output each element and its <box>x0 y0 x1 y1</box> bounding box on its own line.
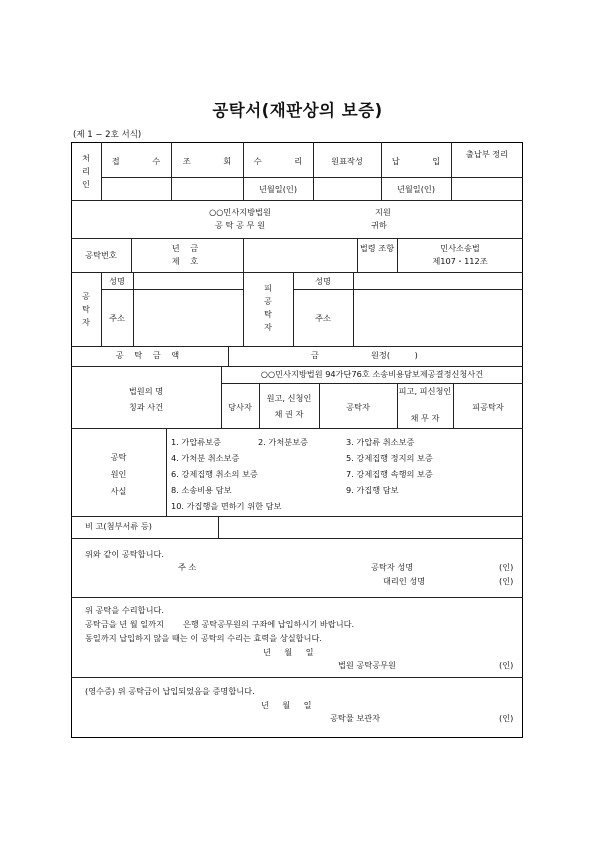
addressee: 귀하 <box>371 220 387 230</box>
header-payment: 납 입 <box>391 156 456 166</box>
depositor-side-label: 공 탁 자 <box>82 291 90 327</box>
header-receipt: 접 수 <box>111 156 176 166</box>
document-title: 공탁서(재판상의 보증) <box>212 101 383 120</box>
court-official-signature: 법원 공탁공무원 <box>338 660 396 670</box>
cause-item: 1. 가압류보증 <box>171 437 221 447</box>
header-ledger: 원표작성 <box>331 156 363 166</box>
divider <box>71 538 523 539</box>
court-official: 공 탁 공 무 원 <box>215 220 265 230</box>
divider <box>451 142 452 200</box>
case-name: ○○민사지방법원 94가단76호 소송비용담보제공결정신청사건 <box>260 369 484 379</box>
divider <box>71 200 523 201</box>
cause-item: 9. 가집행 담보 <box>346 485 399 495</box>
divider <box>218 516 219 538</box>
divider <box>228 346 229 366</box>
depositor-name-label: 성명 <box>109 276 125 286</box>
divider <box>71 346 523 347</box>
acceptance-line: 위 공탁을 수리합니다. <box>85 605 164 615</box>
cause-label: 원인 <box>110 469 127 479</box>
amount-label: 공 탁 금 액 <box>115 350 184 360</box>
seal-mark: (인) <box>499 562 514 572</box>
cause-label: 공탁 <box>110 452 127 462</box>
cause-item: 5. 강제집행 정지의 보증 <box>346 453 433 463</box>
declaration-text: 위와 같이 공탁합니다. <box>85 549 164 559</box>
agent-signature: 대리인 성명 <box>383 576 426 586</box>
divider <box>71 428 523 429</box>
header-inquiry: 조 회 <box>182 156 247 166</box>
case-number-label: 공탁번호 <box>85 250 117 260</box>
header-acceptance: 수 리 <box>253 156 318 166</box>
divider <box>353 272 354 346</box>
seal-mark: (인) <box>499 660 514 670</box>
divider <box>101 177 523 178</box>
amount-suffix: 원정( ) <box>371 350 418 360</box>
depositee-name-label: 성명 <box>315 276 331 286</box>
custodian-signature: 공탁물 보관자 <box>330 713 381 723</box>
divider <box>71 516 523 517</box>
court-case-label: 칭과 사건 <box>128 402 164 412</box>
depositee-role: 피공탁자 <box>472 402 504 412</box>
date-stamp: 년월일(인) <box>258 184 298 194</box>
divider <box>133 272 134 346</box>
cause-item: 8. 소송비용 담보 <box>171 485 232 495</box>
cause-item: 7. 강제집행 속행의 보증 <box>346 469 433 479</box>
law-value: 민사소송법 <box>440 243 480 253</box>
plaintiff-label: 원고, 신청인 <box>266 393 312 403</box>
divider <box>293 289 523 290</box>
divider <box>166 428 167 516</box>
depositor-signature: 공탁자 성명 <box>371 562 414 572</box>
address-label: 주 소 <box>178 562 197 572</box>
law-articles: 제107・112조 <box>432 256 488 266</box>
court-case-label: 법원의 명 <box>128 386 164 396</box>
seal-mark: (인) <box>499 576 514 586</box>
cause-item: 3. 가압류 취소보증 <box>346 437 415 447</box>
receipt-certification: (영수증) 위 공탁금이 납입되었음을 증명합니다. <box>85 686 255 696</box>
seal-mark: (인) <box>499 713 514 723</box>
plaintiff-label: 채 권 자 <box>274 409 304 419</box>
party-label: 당사자 <box>228 402 252 412</box>
divider <box>71 597 523 598</box>
processor-label: 처 리 인 <box>82 153 90 189</box>
depositee-side-label: 피 공 탁 자 <box>264 283 272 332</box>
receipt-date: 년 월 일 <box>261 700 312 710</box>
divider <box>71 272 523 273</box>
divider <box>243 272 244 346</box>
cause-label: 사실 <box>110 486 127 496</box>
divider <box>101 289 243 290</box>
depositor-role: 공탁자 <box>346 402 370 412</box>
cause-item: 10. 가집행을 면하기 위한 담보 <box>171 501 282 511</box>
defendant-label: 피고, 피신청인 <box>398 386 452 396</box>
cause-item: 4. 가처분 취소보증 <box>171 453 240 463</box>
acceptance-line: 공탁금을 년 월 일까지 은행 공탁공무원의 구좌에 납입하시기 바랍니다. <box>85 619 355 629</box>
court-name: ○○민사지방법원 <box>209 207 271 217</box>
divider <box>71 366 523 367</box>
divider <box>101 142 102 200</box>
divider <box>221 383 523 384</box>
acceptance-date: 년 월 일 <box>263 647 314 657</box>
date-stamp: 년월일(인) <box>396 184 436 194</box>
amount-prefix: 금 <box>311 350 319 360</box>
divider <box>259 383 260 428</box>
divider <box>71 677 523 678</box>
number-label: 제 호 <box>171 256 203 266</box>
law-label: 법령 조항 <box>359 243 395 253</box>
divider <box>171 142 172 200</box>
year-label: 년 금 <box>171 243 203 253</box>
divider <box>313 142 314 200</box>
cause-item: 2. 가처분보증 <box>258 437 308 447</box>
divider <box>243 238 244 272</box>
defendant-label: 채 무 자 <box>410 413 440 423</box>
form-number: (제 1 − 2호 서식) <box>73 130 142 140</box>
cause-item: 6. 강제집행 취소의 보증 <box>171 469 258 479</box>
depositee-address-label: 주소 <box>315 313 331 323</box>
remarks-label: 비 고(첨부서류 등) <box>85 521 152 531</box>
acceptance-line: 동일까지 납입하지 않을 때는 이 공탁의 수리는 효력을 상실합니다. <box>85 633 322 643</box>
divider <box>71 238 523 239</box>
header-cashbook: 출납부 정리 <box>465 149 509 159</box>
court-branch: 지원 <box>375 207 391 217</box>
depositor-address-label: 주소 <box>109 313 125 323</box>
